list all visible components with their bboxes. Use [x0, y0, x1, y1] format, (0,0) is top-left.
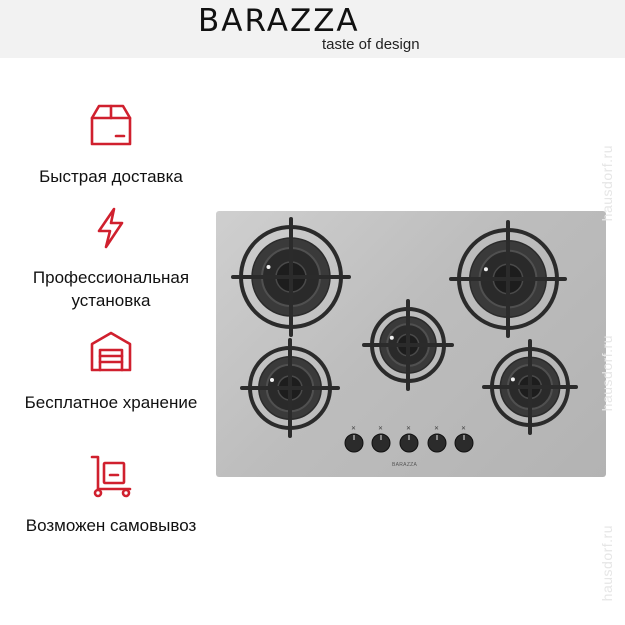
brand-logo[interactable]: BARAZZA — [198, 3, 360, 39]
cooktop-brand-plate: BARAZZA — [392, 462, 418, 468]
product-image-gas-cooktop[interactable] — [216, 211, 606, 477]
feature-label-delivery: Быстрая доставка — [39, 167, 183, 186]
ignition-spark — [390, 336, 394, 340]
feature-label-storage: Бесплатное хранение — [24, 393, 198, 412]
hand-truck-icon — [86, 451, 136, 501]
ignition-spark — [267, 265, 271, 269]
knob-symbol: ✕ — [351, 426, 357, 432]
knob-symbol: ✕ — [434, 426, 440, 432]
box-icon — [86, 100, 136, 150]
knob-symbol: ✕ — [406, 426, 412, 432]
watermark-text: hausdorf.ru — [599, 145, 615, 222]
knob-symbol: ✕ — [378, 426, 384, 432]
feature-label-pickup: Возможен самовывоз — [25, 516, 197, 535]
cooktop-illustration — [216, 211, 606, 477]
knob-symbol: ✕ — [461, 426, 467, 432]
watermark-text: hausdorf.ru — [599, 335, 615, 412]
watermark — [599, 0, 619, 625]
header-banner — [0, 0, 625, 58]
lightning-icon — [86, 203, 136, 253]
ignition-spark — [484, 267, 488, 271]
feature-label-installation: Профессиональная установка — [32, 268, 190, 310]
brand-tagline: taste of design — [322, 36, 420, 53]
warehouse-icon — [86, 326, 136, 376]
ignition-spark — [270, 378, 274, 382]
watermark-text: hausdorf.ru — [599, 525, 615, 602]
ignition-spark — [511, 377, 515, 381]
